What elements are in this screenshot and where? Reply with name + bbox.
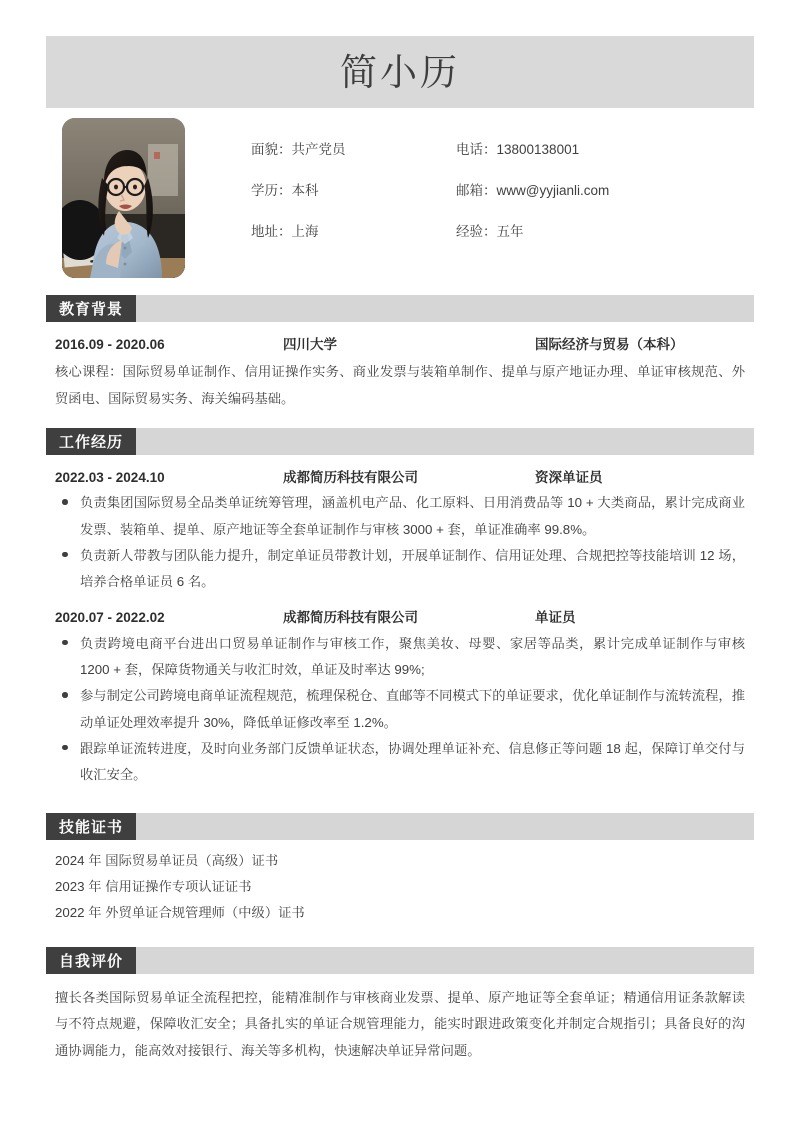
list-item xyxy=(55,543,745,596)
bullet-icon xyxy=(62,640,68,646)
education-date: 2016.09 - 2020.06 xyxy=(55,337,165,352)
list-item-text: 参与制定公司跨境电商单证流程规范，梳理保税仓、直邮等不同模式下的单证要求，优化单证制作与流转流程，推动单证处理效率提升 30%，降低单证修改率至 1.2%。 xyxy=(80,688,745,730)
work-position: 资深单证员 xyxy=(535,470,603,485)
contact-label: 经验： xyxy=(456,224,497,239)
header-area xyxy=(46,118,754,283)
contact-label: 学历： xyxy=(251,183,292,198)
section-title-evaluation: 自我评价 xyxy=(46,947,136,974)
bullet-icon xyxy=(62,745,68,751)
work-position: 单证员 xyxy=(535,610,576,626)
list-item-text: 负责集团国际贸易全品类单证统筹管理，涵盖机电产品、化工原料、日用消费品等 10 + 大类商品，累计完成商业发票、装箱单、提单、原产地证等全套单证制作与审核 3000 + 套，单证准确率 99.8%。 xyxy=(80,495,745,537)
section-header-education xyxy=(46,295,754,322)
education-description: 核心课程：国际贸易单证制作、信用证操作实务、商业发票与装箱单制作、提单与原产地证办理、单证审核规范、外贸函电、国际贸易实务、海关编码基础。 xyxy=(55,364,745,406)
contact-value: 五年 xyxy=(496,224,524,239)
section-skills xyxy=(46,813,754,926)
avatar xyxy=(62,118,185,278)
contact-label: 地址： xyxy=(251,224,292,239)
section-header-skills xyxy=(46,813,754,840)
contact-education-level xyxy=(251,183,456,199)
evaluation-text: 擅长各类国际贸易单证全流程把控，能精准制作与审核商业发票、提单、原产地证等全套单证；精通信用证条款解读与不符点规避，保障收汇安全；具备扎实的单证合规管理能力，能实时跟进政策变化并制定合规指引；具备良好的沟通协调能力，能高效对接银行、海关等多机构，快速解决单证异常问题。 xyxy=(55,990,745,1058)
contact-label: 电话： xyxy=(456,142,497,157)
contact-value: 本科 xyxy=(291,183,319,198)
skills-body xyxy=(46,840,754,926)
contact-label: 面貌： xyxy=(251,142,292,157)
contact-row xyxy=(251,224,751,265)
contact-email xyxy=(456,183,736,199)
education-entry xyxy=(55,322,745,357)
section-title-work: 工作经历 xyxy=(46,428,136,455)
evaluation-body xyxy=(46,974,754,1064)
contact-row xyxy=(251,142,751,183)
name-banner xyxy=(46,36,754,108)
list-item-text: 负责跨境电商平台进出口贸易单证制作与审核工作，聚焦美妆、母婴、家居等品类，累计完成单证制作与审核 1200 + 套，保障货物通关与收汇时效，单证及时率达 99%; xyxy=(80,635,745,677)
work-date: 2020.07 - 2022.02 xyxy=(55,610,165,626)
list-item: 2023 年 信用证操作专项认证证书 xyxy=(55,879,252,895)
section-title-skills: 技能证书 xyxy=(46,813,136,840)
work-company: 成都简历科技有限公司 xyxy=(283,610,418,626)
contact-value: www@yyjianli.com xyxy=(496,183,610,198)
list-item xyxy=(55,736,745,789)
contact-value: 上海 xyxy=(291,224,319,239)
education-body xyxy=(46,322,754,412)
work-date: 2022.03 - 2024.10 xyxy=(55,470,165,485)
contact-address xyxy=(251,224,456,240)
work-bullet-list xyxy=(55,490,745,595)
work-entry xyxy=(55,455,745,595)
list-item xyxy=(55,683,745,736)
list-item: 2022 年 外贸单证合规管理师（中级）证书 xyxy=(55,905,305,921)
section-header-work xyxy=(46,428,754,455)
work-entry xyxy=(55,595,745,788)
contact-value: 共产党员 xyxy=(291,142,346,157)
bullet-icon xyxy=(62,552,68,558)
portrait-photo-icon xyxy=(62,118,185,278)
section-title-education: 教育背景 xyxy=(46,295,136,322)
page-title: 简小历 xyxy=(340,51,460,93)
work-entry-header xyxy=(55,595,745,630)
contact-phone xyxy=(456,142,736,158)
section-education xyxy=(46,295,754,412)
list-item-text: 跟踪单证流转进度，及时向业务部门反馈单证状态，协调处理单证补充、信息修正等问题 18 起，保障订单交付与收汇安全。 xyxy=(80,740,745,783)
list-item xyxy=(55,490,745,543)
education-major: 国际经济与贸易（本科） xyxy=(535,337,684,352)
list-item xyxy=(55,631,745,684)
bullet-icon xyxy=(62,692,68,698)
list-item: 2024 年 国际贸易单证员（高级）证书 xyxy=(55,853,279,868)
contact-label: 邮箱： xyxy=(456,183,497,198)
bullet-icon xyxy=(62,499,68,505)
work-entry-header xyxy=(55,455,745,490)
section-work xyxy=(46,428,754,789)
contact-row xyxy=(251,183,751,224)
section-header-evaluation xyxy=(46,947,754,974)
education-school: 四川大学 xyxy=(283,337,337,352)
contact-value: 13800138001 xyxy=(496,142,580,157)
work-company: 成都简历科技有限公司 xyxy=(283,470,418,485)
work-body xyxy=(46,455,754,789)
contact-info xyxy=(251,142,751,265)
contact-experience xyxy=(456,224,736,240)
work-bullet-list xyxy=(55,631,745,789)
list-item-text: 负责新人带教与团队能力提升，制定单证员带教计划，开展单证制作、信用证处理、合规把控等技能培训 12 场，培养合格单证员 6 名。 xyxy=(80,547,745,590)
section-evaluation xyxy=(46,947,754,1064)
contact-political-status xyxy=(251,142,456,158)
